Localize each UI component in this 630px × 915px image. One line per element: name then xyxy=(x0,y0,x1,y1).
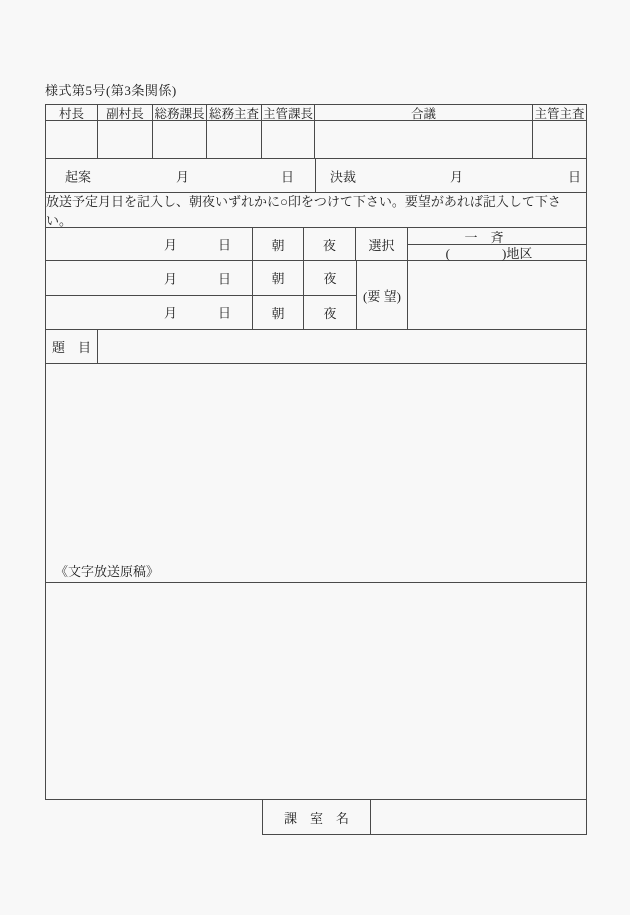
stamp-cell-supervising-examiner xyxy=(533,121,586,158)
draft-decision-row xyxy=(46,159,586,193)
target-area-cell xyxy=(408,228,586,260)
select-header-cell: 選択 xyxy=(356,228,408,260)
decision-label: 決裁 xyxy=(330,169,357,184)
draft-month-label: 月 xyxy=(176,169,190,184)
office-name-box xyxy=(262,800,587,835)
morning-cell-1: 朝 xyxy=(253,228,304,260)
subject-row xyxy=(46,330,586,364)
manuscript-area xyxy=(46,364,586,583)
instruction-text: 放送予定月日を記入し、朝夜いずれかに○印をつけて下さい。要望があれば記入して下さい。 xyxy=(46,194,561,228)
draft-label: 起案 xyxy=(65,169,92,184)
stamp-cell-mayor xyxy=(46,121,98,158)
morning-cell-3: 朝 xyxy=(253,296,304,330)
draft-day-label: 日 xyxy=(281,169,295,184)
broadcast-date-cell-2 xyxy=(46,261,253,295)
day-label: 日 xyxy=(218,305,232,321)
stamp-cell-council xyxy=(315,121,533,158)
request-entry-cell xyxy=(408,261,586,329)
header-supervising-manager: 主管課長 xyxy=(262,106,313,121)
day-label: 日 xyxy=(218,271,232,287)
text-manuscript-area xyxy=(46,583,586,799)
schedule-row-2 xyxy=(46,261,356,296)
evening-cell-1: 夜 xyxy=(304,228,356,260)
schedule-date-group xyxy=(46,261,356,329)
header-council: 合議 xyxy=(315,105,533,120)
schedule-row-1 xyxy=(46,228,586,261)
schedule-row-3 xyxy=(46,296,356,330)
office-name-label: 課 室 名 xyxy=(263,800,371,834)
instruction-row xyxy=(46,193,586,228)
request-label-cell: (要 望) xyxy=(356,261,408,329)
office-name-entry-cell xyxy=(371,800,586,834)
schedule-rows-2-3 xyxy=(46,261,586,330)
text-broadcast-label: 《文字放送原稿》 xyxy=(55,564,160,579)
stamp-cell-general-affairs-examiner xyxy=(207,121,262,158)
district-label: ( )地区 xyxy=(445,246,533,261)
simultaneous-label: 一 斉 xyxy=(408,228,586,245)
header-mayor: 村長 xyxy=(46,105,98,120)
day-label: 日 xyxy=(218,237,232,253)
broadcast-date-cell-3 xyxy=(46,296,253,330)
morning-cell-2: 朝 xyxy=(253,261,304,295)
decision-month-label: 月 xyxy=(450,169,464,184)
month-label: 月 xyxy=(164,237,178,253)
stamp-cell-supervising-manager xyxy=(262,121,315,158)
form-title: 様式第5号(第3条関係) xyxy=(45,83,177,98)
approval-stamp-row xyxy=(46,121,586,159)
draft-date-cell xyxy=(46,159,316,192)
header-general-affairs-examiner: 総務主査 xyxy=(207,105,262,120)
broadcast-request-form xyxy=(45,104,587,800)
month-label: 月 xyxy=(164,305,178,321)
subject-entry-cell xyxy=(98,330,586,363)
evening-cell-2: 夜 xyxy=(323,271,337,287)
approval-header-row xyxy=(46,105,586,121)
month-label: 月 xyxy=(164,271,178,287)
stamp-cell-deputy-mayor xyxy=(98,121,153,158)
broadcast-date-cell-1 xyxy=(46,228,253,260)
header-deputy-mayor: 副村長 xyxy=(98,105,153,120)
decision-day-label: 日 xyxy=(568,169,582,184)
decision-date-cell xyxy=(316,159,586,192)
evening-cell-3: 夜 xyxy=(323,305,337,321)
stamp-cell-general-affairs-manager xyxy=(153,121,207,158)
header-general-affairs-manager: 総務課長 xyxy=(153,105,207,120)
subject-label: 題 目 xyxy=(46,330,98,363)
header-supervising-examiner: 主管主査 xyxy=(534,106,585,121)
